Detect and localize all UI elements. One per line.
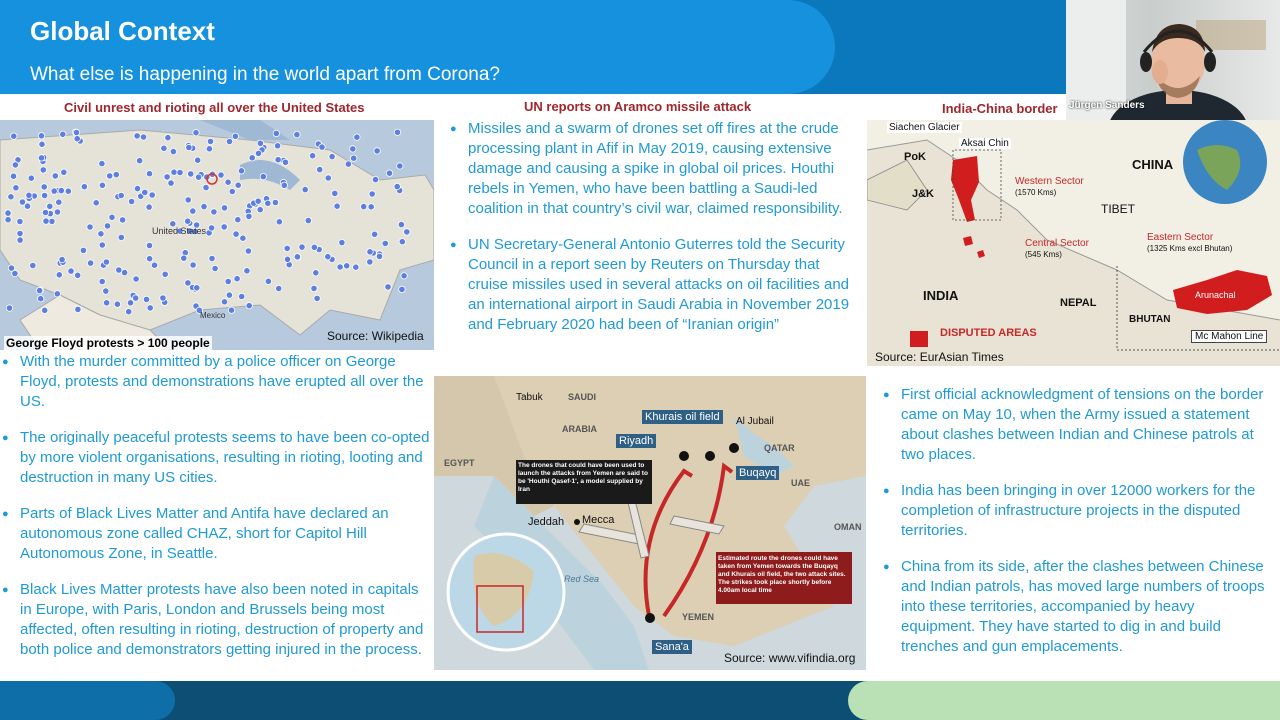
map-label-western-km: (1570 Kms) — [1015, 188, 1057, 197]
drone-model-note: The drones that could have been used to launch the attacks from Yemen are said to be 'Houthi Qasef-1', a model supplied by Iran — [518, 462, 648, 493]
map-label-mcmahon: Mc Mahon Line — [1191, 330, 1267, 343]
protest-pin-icon — [39, 141, 45, 147]
protest-pin-icon — [47, 203, 53, 209]
protest-pin-icon — [160, 295, 166, 301]
protest-pin-icon — [294, 254, 300, 260]
protest-pin-icon — [399, 239, 405, 245]
protest-pin-icon — [190, 208, 196, 214]
protest-pin-icon — [93, 200, 99, 206]
protest-pin-icon — [311, 285, 317, 291]
aramco-map-source: Source: www.vifindia.org — [724, 651, 856, 665]
protest-pin-icon — [56, 199, 62, 205]
protest-pin-icon — [12, 270, 18, 276]
protest-pin-icon — [226, 292, 232, 298]
protest-pin-icon — [235, 182, 241, 188]
middle-bullet: ● UN Secretary-General Antonio Guterres told the Security Council in a report seen by Reuters on Thursday that cruise missiles used in several attacks on oil facilities and an international airport in Saudi Arabia in November 2019 and February 2020 had been of “Iranian origin” — [450, 235, 850, 335]
right-bullet: ● India has been bringing in over 12000 workers for the completion of infrastructure projects in the disputed territories. — [883, 481, 1268, 541]
protest-pin-icon — [49, 218, 55, 224]
protest-pin-icon — [398, 221, 404, 227]
protest-pin-icon — [98, 231, 104, 237]
protest-pin-icon — [229, 188, 235, 194]
protest-pin-icon — [146, 242, 152, 248]
protest-pin-icon — [208, 225, 214, 231]
protest-pin-icon — [255, 198, 261, 204]
protest-pin-icon — [194, 285, 200, 291]
protest-pin-icon — [226, 138, 232, 144]
protest-pin-icon — [368, 204, 374, 210]
protest-pin-icon — [212, 265, 218, 271]
protest-pin-icon — [170, 148, 176, 154]
protest-pin-icon — [73, 129, 79, 135]
map-label-tibet: TIBET — [1101, 202, 1136, 216]
protest-pin-icon — [188, 171, 194, 177]
protest-pin-icon — [128, 198, 134, 204]
protest-pin-icon — [75, 306, 81, 312]
protest-pin-icon — [282, 159, 288, 165]
protest-pin-icon — [80, 247, 86, 253]
protest-pin-icon — [12, 162, 18, 168]
middle-section-title: UN reports on Aramco missile attack — [524, 99, 752, 114]
protest-pin-icon — [5, 210, 11, 216]
india-china-map — [867, 120, 1280, 366]
protest-pin-icon — [151, 262, 157, 268]
protest-pin-icon — [118, 234, 124, 240]
footer-left-shape — [0, 681, 175, 720]
protest-pin-icon — [334, 203, 340, 209]
protest-pin-icon — [354, 134, 360, 140]
left-bullet: ● With the murder committed by a police officer on George Floyd, protests and demonstrations have erupted all over the US. — [2, 352, 430, 412]
right-bullet-list — [883, 385, 1268, 673]
protest-pin-icon — [249, 155, 255, 161]
protest-pin-icon — [325, 175, 331, 181]
left-section-title: Civil unrest and rioting all over the United States — [64, 100, 365, 115]
protest-pin-icon — [353, 264, 359, 270]
protest-pin-icon — [311, 244, 317, 250]
protest-pin-icon — [371, 231, 377, 237]
protest-pin-icon — [186, 144, 192, 150]
protest-pin-icon — [294, 131, 300, 137]
protest-pin-icon — [302, 186, 308, 192]
map-label-khurais: Khurais oil field — [642, 410, 723, 424]
map-label-united-states: United States — [152, 226, 207, 236]
map-label-siachen: Siachen Glacier — [889, 122, 960, 133]
protest-pin-icon — [147, 305, 153, 311]
protest-pin-icon — [6, 305, 12, 311]
protest-pin-icon — [265, 200, 271, 206]
map-label-china: CHINA — [1132, 157, 1174, 172]
protest-pin-icon — [61, 169, 67, 175]
map-label-jeddah: Jeddah — [528, 516, 565, 528]
protest-pin-icon — [134, 133, 140, 139]
protest-pin-icon — [313, 270, 319, 276]
protest-pin-icon — [185, 197, 191, 203]
map-label-buqayq: Buqayq — [736, 466, 779, 480]
protest-pin-icon — [225, 278, 231, 284]
map-label-arabia: ARABIA — [562, 424, 597, 434]
protest-pin-icon — [244, 268, 250, 274]
protest-pin-icon — [58, 187, 64, 193]
map-label-qatar: QATAR — [764, 443, 795, 453]
middle-bullet: ● Missiles and a swarm of drones set off fires at the crude processing plant in Afif in May 2019, causing extensive damage and causing a spike in global oil prices. Houthi rebels in Yemen, who have been battling a Saudi-led coalition in that country’s civil war, claimed responsibility. — [450, 119, 850, 219]
right-bullet: ● China from its side, after the clashes between Chinese and Indian patrols, has moved large numbers of troops into these territories, accompanied by heavy equipment. They have started to dig in and build trenches and gun emplacements. — [883, 557, 1268, 657]
protest-pin-icon — [28, 175, 34, 181]
protest-pin-icon — [345, 161, 351, 167]
protest-pin-icon — [118, 192, 124, 198]
protest-pin-icon — [38, 155, 44, 161]
protest-pin-icon — [103, 288, 109, 294]
protest-pin-icon — [329, 153, 335, 159]
left-bullet: ● Black Lives Matter protests have also been noted in capitals in Europe, with Paris, London and Brussels being most affected, often resulting in rioting, destruction of property and both police and demonstrators getting injured in the process. — [2, 580, 430, 660]
map-label-sanaa: Sana'a — [652, 640, 692, 654]
protest-pin-icon — [209, 255, 215, 261]
protest-pin-icon — [369, 191, 375, 197]
protest-pin-icon — [99, 278, 105, 284]
protest-pin-icon — [52, 173, 58, 179]
protest-pin-icon — [162, 271, 168, 277]
protest-pin-icon — [218, 172, 224, 178]
protest-pin-icon — [164, 174, 170, 180]
map-label-egypt: EGYPT — [444, 458, 475, 468]
protest-pin-icon — [38, 296, 44, 302]
protest-pin-icon — [299, 244, 305, 250]
protest-pin-icon — [246, 303, 252, 309]
protest-pin-icon — [206, 146, 212, 152]
protest-pin-icon — [13, 185, 19, 191]
protest-pin-icon — [17, 230, 23, 236]
protest-pin-icon — [240, 235, 246, 241]
protest-pin-icon — [284, 245, 290, 251]
protest-pin-icon — [374, 148, 380, 154]
protest-pin-icon — [351, 155, 357, 161]
protest-pin-icon — [305, 217, 311, 223]
protest-pin-icon — [42, 307, 48, 313]
protest-pin-icon — [87, 224, 93, 230]
protest-pin-icon — [99, 182, 105, 188]
protest-pin-icon — [404, 229, 410, 235]
protest-pin-icon — [54, 291, 60, 297]
protest-pin-icon — [146, 171, 152, 177]
protest-pin-icon — [181, 255, 187, 261]
protest-pin-icon — [116, 267, 122, 273]
map-label-nepal: NEPAL — [1060, 297, 1097, 309]
protest-pin-icon — [75, 272, 81, 278]
protest-pin-icon — [257, 207, 263, 213]
protest-pin-icon — [372, 176, 378, 182]
protest-pin-icon — [10, 173, 16, 179]
protest-pin-icon — [8, 194, 14, 200]
protest-pin-icon — [361, 203, 367, 209]
protest-pin-icon — [109, 214, 115, 220]
map-label-western-sector: Western Sector — [1015, 176, 1084, 187]
india-china-map-source: Source: EurAsian Times — [875, 350, 1004, 364]
map-label-riyadh: Riyadh — [616, 434, 656, 448]
map-legend-disputed-areas: DISPUTED AREAS — [940, 327, 1037, 339]
protest-pin-icon — [134, 185, 140, 191]
protest-pin-icon — [143, 296, 149, 302]
protest-pin-icon — [185, 218, 191, 224]
protest-pin-icon — [42, 209, 48, 215]
protest-pin-icon — [65, 188, 71, 194]
us-map-source: Source: Wikipedia — [327, 329, 424, 343]
map-label-mecca: Mecca — [582, 514, 615, 526]
map-label-central-km: (545 Kms) — [1025, 250, 1062, 259]
protest-pin-icon — [319, 144, 325, 150]
us-map-caption: George Floyd protests > 100 people — [6, 336, 210, 350]
protest-pin-icon — [367, 249, 373, 255]
protest-pin-icon — [104, 223, 110, 229]
protest-pin-icon — [146, 256, 152, 262]
protest-pin-icon — [325, 254, 331, 260]
protest-pin-icon — [235, 217, 241, 223]
map-label-central-sector: Central Sector — [1025, 238, 1089, 249]
map-label-red-sea: Red Sea — [564, 574, 600, 584]
protest-pin-icon — [195, 157, 201, 163]
protest-pin-icon — [165, 135, 171, 141]
protest-pin-icon — [376, 253, 382, 259]
protest-pin-icon — [17, 218, 23, 224]
protest-pin-icon — [142, 189, 148, 195]
protest-pin-icon — [149, 192, 155, 198]
protest-pin-icon — [276, 219, 282, 225]
protest-pin-icon — [5, 217, 11, 223]
protest-pin-icon — [399, 286, 405, 292]
protest-pin-icon — [168, 180, 174, 186]
map-label-aksai-chin: Aksai Chin — [961, 138, 1009, 149]
protest-pin-icon — [41, 184, 47, 190]
map-label-saudi: SAUDI — [568, 392, 597, 402]
protest-pin-icon — [232, 133, 238, 139]
protest-pin-icon — [274, 143, 280, 149]
protest-pin-icon — [239, 293, 245, 299]
drone-route-note: Estimated route the drones could have taken from Yemen towards the Buqayq and Khurais oil field, the two attack sites. The strikes took place shortly before 4.00am local time — [718, 555, 846, 594]
protest-pin-icon — [275, 157, 281, 163]
protest-pin-icon — [246, 213, 252, 219]
protest-pin-icon — [99, 242, 105, 248]
us-protest-map — [0, 120, 434, 350]
protest-pin-icon — [337, 264, 343, 270]
protest-pin-icon — [41, 192, 47, 198]
protest-pin-icon — [190, 262, 196, 268]
protest-pin-icon — [397, 163, 403, 169]
map-label-uae: UAE — [791, 478, 811, 488]
protest-pin-icon — [119, 217, 125, 223]
protest-pin-icon — [245, 248, 251, 254]
protest-pin-icon — [284, 256, 290, 262]
left-bullet: ● The originally peaceful protests seems to have been co-opted by more violent organisations, resulting in rioting, looting and destruction in many US cities. — [2, 428, 430, 488]
protest-pin-icon — [54, 209, 60, 215]
protest-pin-icon — [367, 259, 373, 265]
map-label-pok: PoK — [904, 151, 926, 163]
protest-pin-icon — [317, 166, 323, 172]
protest-pin-icon — [99, 160, 105, 166]
protest-pin-icon — [257, 140, 263, 146]
protest-pin-icon — [350, 146, 356, 152]
aramco-attack-map — [434, 376, 866, 670]
protest-pin-icon — [133, 295, 139, 301]
right-section-title: India-China border — [942, 101, 1058, 116]
right-bullet: ● First official acknowledgment of tensions on the border came on May 10, when the Army issued a statement about clashes between Indian and Chinese patrols at two places. — [883, 385, 1268, 465]
map-label-tabuk: Tabuk — [516, 392, 543, 403]
protest-pin-icon — [107, 173, 113, 179]
protest-pin-icon — [281, 182, 287, 188]
protest-pin-icon — [136, 158, 142, 164]
protest-pin-icon — [26, 192, 32, 198]
protest-pin-icon — [113, 171, 119, 177]
protest-pin-icon — [126, 309, 132, 315]
protest-pin-icon — [59, 256, 65, 262]
left-bullet: ● Parts of Black Lives Matter and Antifa have declared an autonomous zone called CHAZ, short for Capitol Hill Autonomous Zone, in Seattle. — [2, 504, 430, 564]
protest-pin-icon — [56, 272, 62, 278]
protest-pin-icon — [127, 300, 133, 306]
protest-pin-icon — [221, 299, 227, 305]
protest-pin-icon — [339, 239, 345, 245]
protest-pin-icon — [309, 153, 315, 159]
protest-pin-icon — [161, 145, 167, 151]
protest-pin-icon — [68, 268, 74, 274]
protest-pin-icon — [272, 199, 278, 205]
protest-pin-icon — [43, 218, 49, 224]
protest-pin-icon — [195, 174, 201, 180]
protest-pin-icon — [234, 276, 240, 282]
protest-pin-icon — [394, 129, 400, 135]
protest-pin-icon — [276, 285, 282, 291]
slide-title: Global Context — [30, 16, 215, 46]
webcam-name-label: Jürgen Sanders — [1069, 100, 1145, 111]
map-label-arunachal: Arunachal — [1195, 290, 1236, 300]
protest-pin-icon — [382, 240, 388, 246]
map-label-eastern-km: (1325 Kms excl Bhutan) — [1147, 244, 1233, 253]
map-label-bhutan: BHUTAN — [1129, 314, 1171, 325]
protest-pin-icon — [228, 307, 234, 313]
protest-pin-icon — [203, 184, 209, 190]
map-label-jubail: Al Jubail — [736, 416, 774, 427]
map-label-yemen: YEMEN — [682, 612, 715, 622]
protest-pin-icon — [386, 170, 392, 176]
protest-pin-icon — [221, 205, 227, 211]
protest-pin-icon — [193, 130, 199, 136]
protest-pin-icon — [394, 183, 400, 189]
protest-pin-icon — [265, 278, 271, 284]
protest-pin-icon — [260, 173, 266, 179]
protest-pin-icon — [332, 190, 338, 196]
protest-pin-icon — [344, 263, 350, 269]
protest-pin-icon — [87, 260, 93, 266]
protest-pin-icon — [11, 133, 17, 139]
map-label-eastern-sector: Eastern Sector — [1147, 232, 1214, 243]
protest-pin-icon — [314, 295, 320, 301]
protest-pin-icon — [51, 188, 57, 194]
protest-pin-icon — [140, 134, 146, 140]
middle-bullet-list — [450, 119, 850, 351]
protest-pin-icon — [38, 133, 44, 139]
map-label-india: INDIA — [923, 288, 959, 303]
protest-pin-icon — [36, 287, 42, 293]
protest-pin-icon — [401, 273, 407, 279]
protest-pin-icon — [60, 131, 66, 137]
protest-pin-icon — [103, 300, 109, 306]
webcam-feed — [1066, 0, 1280, 120]
protest-pin-icon — [17, 237, 23, 243]
protest-pin-icon — [233, 231, 239, 237]
protest-pin-icon — [30, 262, 36, 268]
protest-pin-icon — [103, 259, 109, 265]
left-bullet-list — [2, 352, 430, 676]
protest-pin-icon — [171, 169, 177, 175]
protest-pin-icon — [201, 203, 207, 209]
protest-pin-icon — [40, 167, 46, 173]
footer-right-shape — [848, 681, 1280, 720]
protest-pin-icon — [211, 209, 217, 215]
map-label-jk: J&K — [912, 188, 935, 200]
protest-pin-icon — [74, 136, 80, 142]
protest-pin-icon — [385, 284, 391, 290]
protest-pin-icon — [225, 179, 231, 185]
protest-pin-icon — [177, 169, 183, 175]
protest-pin-icon — [273, 130, 279, 136]
protest-pin-icon — [238, 168, 244, 174]
slide-subtitle: What else is happening in the world apart from Corona? — [30, 64, 500, 85]
protest-pin-icon — [255, 150, 261, 156]
map-label-oman: OMAN — [834, 522, 862, 532]
protest-pin-icon — [114, 301, 120, 307]
protest-pin-icon — [146, 204, 152, 210]
protest-pin-icon — [19, 199, 25, 205]
protest-pin-icon — [207, 138, 213, 144]
map-label-mexico: Mexico — [200, 311, 226, 320]
protest-pin-icon — [81, 184, 87, 190]
protest-pin-icon — [133, 276, 139, 282]
protest-pin-icon — [221, 224, 227, 230]
